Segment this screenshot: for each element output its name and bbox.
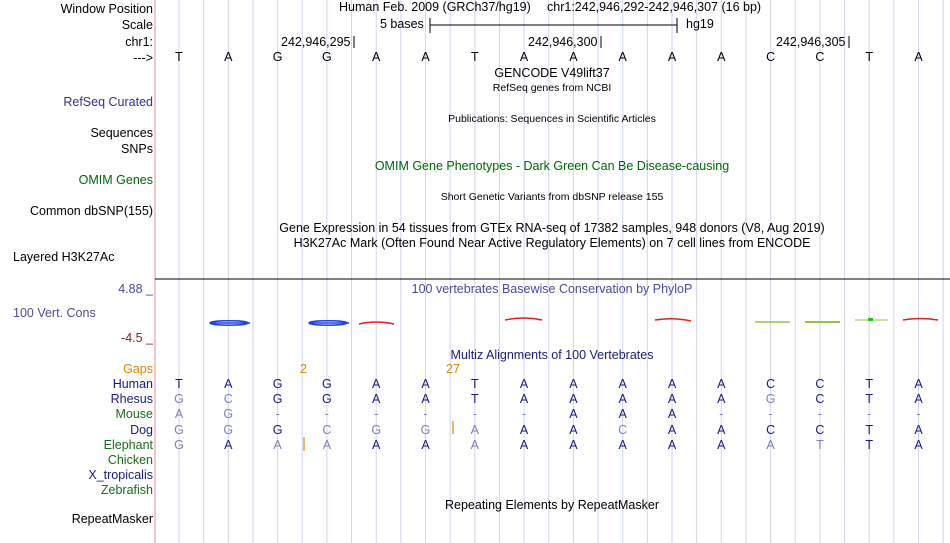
- snps-track-label[interactable]: SNPs: [121, 142, 153, 156]
- conservation-wiggle: [210, 318, 938, 325]
- alignment-base: A: [372, 392, 381, 407]
- cons-track-title: 100 vertebrates Basewise Conservation by PhyloP: [411, 282, 693, 296]
- cons-min-label: -4.5 _: [121, 331, 153, 345]
- alignment-base: G: [765, 392, 776, 407]
- alignment-base: A: [372, 377, 381, 391]
- sequence-base: A: [519, 50, 529, 64]
- assembly-title: Human Feb. 2009 (GRCh37/hg19): [339, 0, 531, 14]
- coord-tick-label: 242,946,295: [281, 35, 351, 49]
- repeatmasker-track-label[interactable]: RepeatMasker: [71, 512, 153, 526]
- alignment-base: T: [816, 437, 824, 452]
- alignment-base: T: [470, 392, 479, 407]
- alignment-base: A: [914, 422, 923, 437]
- alignment-base: T: [865, 377, 873, 391]
- alignment-base: A: [569, 422, 578, 437]
- species-label[interactable]: Dog: [130, 422, 153, 437]
- alignment-base: A: [372, 437, 381, 452]
- window-position-label: Window Position: [60, 2, 153, 16]
- alignment-base: A: [766, 437, 775, 452]
- alignment-base: A: [569, 407, 578, 422]
- sequence-base: A: [914, 50, 923, 64]
- alignment-base: G: [174, 437, 184, 452]
- alignment-base: G: [223, 407, 234, 422]
- alignment-base: A: [618, 377, 627, 391]
- alignment-base: C: [766, 377, 776, 391]
- alignment-base: A: [421, 437, 430, 452]
- gencode-track-title[interactable]: GENCODE V49lift37: [494, 66, 610, 80]
- alignment-base: A: [519, 422, 529, 437]
- gaps-label: Gaps: [123, 362, 153, 376]
- dbsnp-track-title: Short Genetic Variants from dbSNP release 155: [440, 191, 664, 203]
- alignment-base: A: [914, 392, 923, 407]
- cons-max-label: 4.88 _: [118, 282, 153, 296]
- alignment-base: T: [865, 392, 873, 407]
- gap-count: 2: [300, 362, 307, 376]
- sequence-base: A: [717, 50, 726, 64]
- alignment-base: G: [420, 422, 431, 437]
- alignment-base: A: [914, 377, 923, 391]
- alignment-base: T: [865, 422, 873, 437]
- alignment-base: A: [717, 392, 726, 407]
- omim-track-label[interactable]: OMIM Genes: [78, 173, 153, 187]
- chrom-label: chr1:: [125, 35, 153, 49]
- alignment-base: A: [421, 392, 430, 407]
- alignment-base: C: [815, 377, 825, 391]
- alignment-base: G: [272, 422, 283, 437]
- sequence-base: A: [421, 50, 430, 64]
- alignment-base: A: [667, 407, 677, 422]
- alignment-base: G: [223, 422, 234, 437]
- dbsnp-track-label[interactable]: Common dbSNP(155): [30, 204, 153, 218]
- alignment-base: -: [719, 407, 724, 422]
- alignment-base: T: [175, 377, 183, 391]
- species-label[interactable]: Rhesus: [110, 392, 153, 407]
- alignment-base: A: [470, 422, 479, 437]
- sequence-base: A: [569, 50, 578, 64]
- scale-label: Scale: [121, 18, 153, 32]
- alignment-base: -: [817, 407, 822, 422]
- alignment-base: -: [324, 407, 329, 422]
- alignment-base: A: [569, 392, 578, 407]
- h3k27-track-title: H3K27Ac Mark (Often Found Near Active Regulatory Elements) on 7 cell lines from ENCODE: [293, 236, 811, 250]
- alignment-base: -: [275, 407, 280, 422]
- sequence-base: C: [815, 50, 825, 64]
- sequence-base: A: [372, 50, 381, 64]
- alignment-base: -: [423, 407, 428, 422]
- alignment-base: A: [273, 437, 282, 452]
- alignment-base: A: [470, 437, 479, 452]
- alignment-base: A: [618, 407, 627, 422]
- alignment-base: C: [618, 422, 628, 437]
- alignment-base: T: [865, 437, 873, 452]
- alignment-base: A: [569, 377, 578, 391]
- alignment-base: A: [717, 422, 726, 437]
- alignment-base: A: [519, 437, 529, 452]
- scale-text: 5 bases: [380, 17, 424, 31]
- gap-count: 27: [446, 362, 460, 376]
- alignment-base: G: [272, 377, 283, 391]
- sequence-base: T: [865, 50, 873, 64]
- scale-bar: [430, 18, 677, 33]
- gtex-track-title: Gene Expression in 54 tissues from GTEx RNA-seq of 17382 samples, 948 donors (V8, Aug 2019): [279, 221, 825, 235]
- scale-assembly: hg19: [686, 17, 714, 31]
- sequences-track-label[interactable]: Sequences: [90, 126, 153, 140]
- alignment-base: A: [667, 422, 677, 437]
- species-label[interactable]: Chicken: [107, 453, 153, 467]
- h3k27-track-label[interactable]: Layered H3K27Ac: [13, 250, 115, 264]
- alignment-base: C: [815, 422, 825, 437]
- alignment-base: A: [322, 437, 332, 452]
- alignment-base: A: [421, 377, 430, 391]
- alignment-base: A: [618, 437, 627, 452]
- sequence-base: C: [766, 50, 776, 64]
- alignment-base: -: [522, 407, 527, 422]
- alignment-base: A: [519, 392, 529, 407]
- alignment-base: A: [174, 407, 184, 422]
- alignment-base: C: [766, 422, 776, 437]
- alignment-base: -: [472, 407, 477, 422]
- sequence-base: G: [272, 50, 283, 64]
- sequence-base: A: [618, 50, 627, 64]
- species-label[interactable]: Elephant: [103, 437, 153, 452]
- position-readout: chr1:242,946,292-242,946,307 (16 bp): [547, 0, 762, 14]
- species-label[interactable]: X_tropicalis: [88, 468, 153, 483]
- alignment-base: A: [667, 392, 677, 407]
- alignment-base: A: [914, 437, 923, 452]
- species-label[interactable]: Human: [112, 377, 153, 391]
- sequence-base: A: [667, 50, 677, 64]
- alignment-base: G: [322, 377, 332, 391]
- refseq-track-subtitle: RefSeq genes from NCBI: [492, 82, 612, 94]
- sequence-base: T: [470, 50, 479, 64]
- alignment-base: A: [569, 437, 578, 452]
- alignment-base: C: [223, 392, 233, 407]
- refseq-track-label[interactable]: RefSeq Curated: [63, 95, 153, 109]
- publications-track-title: Publications: Sequences in Scientific Articles: [448, 113, 656, 125]
- coord-tick-label: 242,946,305: [776, 35, 846, 49]
- alignment-base: T: [470, 377, 479, 391]
- strand-label: --->: [133, 51, 153, 65]
- cons-track-label[interactable]: 100 Vert. Cons: [13, 306, 96, 320]
- alignment-base: -: [916, 407, 921, 422]
- omim-track-title: OMIM Gene Phenotypes - Dark Green Can Be Disease-causing: [374, 159, 730, 173]
- sequence-base: A: [224, 50, 233, 64]
- species-label[interactable]: Mouse: [115, 407, 153, 422]
- alignment-base: G: [371, 422, 382, 437]
- alignment-base: A: [519, 377, 529, 391]
- alignment-base: G: [272, 392, 283, 407]
- alignment-base: A: [618, 392, 627, 407]
- alignment-base: A: [224, 437, 233, 452]
- sequence-base: T: [175, 50, 183, 64]
- alignment-base: C: [815, 392, 825, 407]
- multiz-track-title: Multiz Alignments of 100 Vertebrates: [450, 348, 654, 362]
- alignment-base: G: [174, 422, 184, 437]
- alignment-base: C: [322, 422, 332, 437]
- alignment-base: G: [174, 392, 184, 407]
- species-label[interactable]: Zebrafish: [100, 483, 153, 498]
- alignment-base: G: [322, 392, 332, 407]
- alignment-base: A: [717, 377, 726, 391]
- sequence-base: G: [322, 50, 332, 64]
- coord-tick-label: 242,946,300: [528, 35, 598, 49]
- alignment-base: -: [374, 407, 379, 422]
- alignment-base: A: [667, 437, 677, 452]
- alignment-base: -: [768, 407, 773, 422]
- repeatmasker-track-title: Repeating Elements by RepeatMasker: [444, 498, 660, 512]
- alignment-base: A: [717, 437, 726, 452]
- alignment-base: -: [867, 407, 872, 422]
- alignment-base: A: [667, 377, 677, 391]
- alignment-base: A: [224, 377, 233, 391]
